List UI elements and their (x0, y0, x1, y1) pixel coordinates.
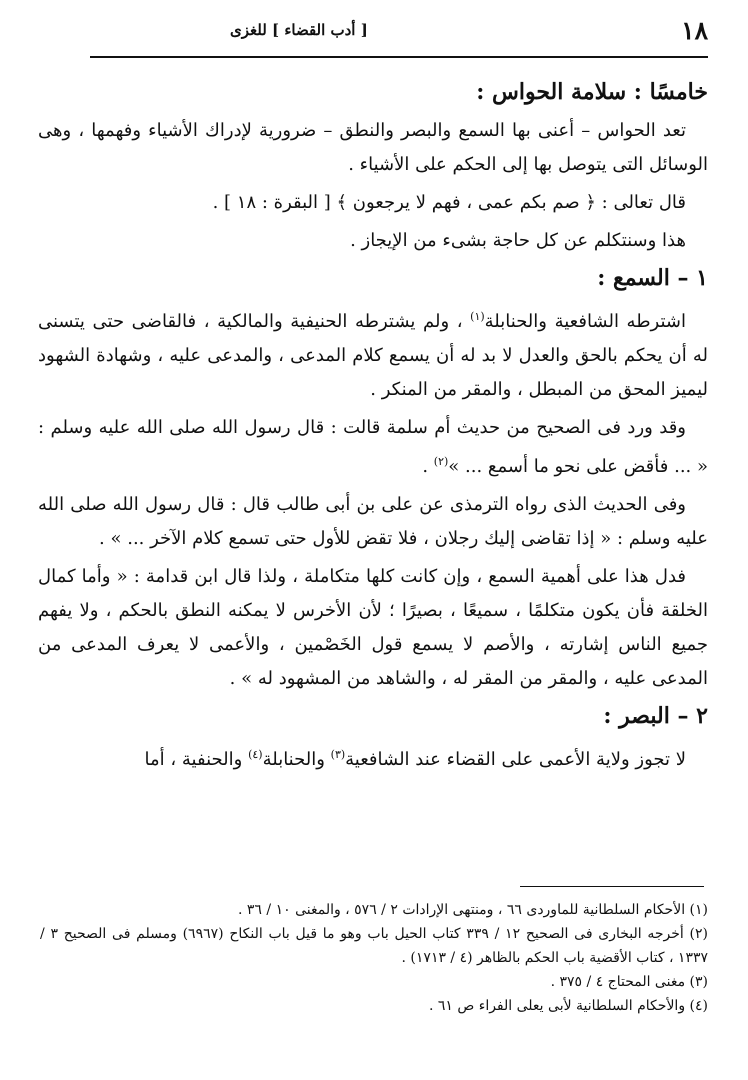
paragraph: وفى الحديث الذى رواه الترمذى عن على بن أبى طالب قال : قال رسول الله صلى الله عليه وسلم : « إذا تقاضى إليك رجلان ، فلا تقض للأول حتى تسمع كلام الآخر ... » . (38, 494, 708, 549)
section-heading-sight: ٢ – البصر : (603, 703, 708, 729)
footnote-rule (520, 886, 704, 887)
paragraph: تعد الحواس – أعنى بها السمع والبصر والنطق – ضرورية لإدراك الأشياء وفهمها ، وهى الوسائل التى يتوصل بها إلى الحكم على الأشياء . (38, 120, 708, 175)
text-run: ، ولم يشترطه الحنيفية والمالكية ، فالقاضى حتى يتسنى له أن يحكم بالحق والعدل لا بد له أن يسمع كلام المدعى ، والمدعى عليه ، وشهادة الشهود ليميز المحق من المبطل ، والمقر من المنكر . (38, 311, 708, 400)
footnote-ref: (٣) (330, 748, 346, 761)
paragraph (38, 738, 708, 777)
footnote-ref: (١) (470, 310, 485, 323)
text-run: . (422, 456, 434, 477)
section-heading-hearing: ١ – السمع : (597, 265, 708, 291)
text-run: والحنابلة (262, 749, 331, 770)
paragraph: فدل هذا على أهمية السمع ، وإن كانت كلها متكاملة ، ولذا قال ابن قدامة : « وأما كمال الخلقة فأن يكون متكلمًا ، سميعًا ، بصيرًا ؛ لأن الأخرس لا يمكنه النطق بالحكم ، ولا يفهم جميع الناس إشارته ، والأصم لا يسمع قول الخَصْمين ، والأعمى لا يعرف المدعى من المدعى عليه ، والمقر من المقر له ، والشاهد من المشهود له » . (38, 566, 708, 689)
paragraph: هذا وسنتكلم عن كل حاجة بشىء من الإيجاز . (350, 230, 686, 251)
footnotes (40, 898, 708, 1018)
page-header (40, 14, 708, 46)
footnote: (٤) والأحكام السلطانية لأبى يعلى الفراء ص ٦١ . (428, 998, 708, 1014)
running-head: [ أدب القضاء ] للغزى (230, 21, 368, 39)
footnote: (١) الأحكام السلطانية للماوردى ٦٦ ، ومنتهى الإرادات ٢ / ٥٧٦ ، والمغنى ١٠ / ٣٦ . (238, 902, 708, 918)
text-run: والحنفية ، أما (144, 749, 249, 770)
paragraph (38, 300, 708, 407)
section-heading-senses: خامسًا : سلامة الحواس : (476, 79, 708, 105)
footnote-ref: (٢) (433, 455, 449, 468)
page-number: ١٨ (681, 15, 708, 45)
footnote: (٢) أخرجه البخارى فى الصحيح ١٢ / ٣٣٩ كتاب الحيل باب وهو ما قيل باب النكاح (٦٩٦٧) ومسلم فى الصحيح ٣ / ١٣٣٧ ، كتاب الأقضية باب الحكم بالظاهر (٤ / ١٧١٣) . (40, 926, 709, 966)
paragraph (38, 411, 708, 484)
header-rule (90, 56, 708, 58)
text-run: اشترطه الشافعية والحنابلة (484, 311, 686, 332)
text-run: وقد ورد فى الصحيح من حديث أم سلمة قالت : قال رسول الله صلى الله عليه وسلم : « ... فأقض على نحو ما أسمع ... » (38, 417, 708, 477)
main-text (38, 72, 708, 781)
text-run: لا تجوز ولاية الأعمى على القضاء عند الشافعية (345, 749, 686, 770)
footnote-ref: (٤) (248, 748, 263, 761)
footnote: (٣) مغنى المحتاج ٤ / ٣٧٥ . (550, 974, 708, 990)
quran-quote: قال تعالى : ﴿ صم بكم عمى ، فهم لا يرجعون ﴾ [ البقرة : ١٨ ] . (212, 192, 686, 213)
